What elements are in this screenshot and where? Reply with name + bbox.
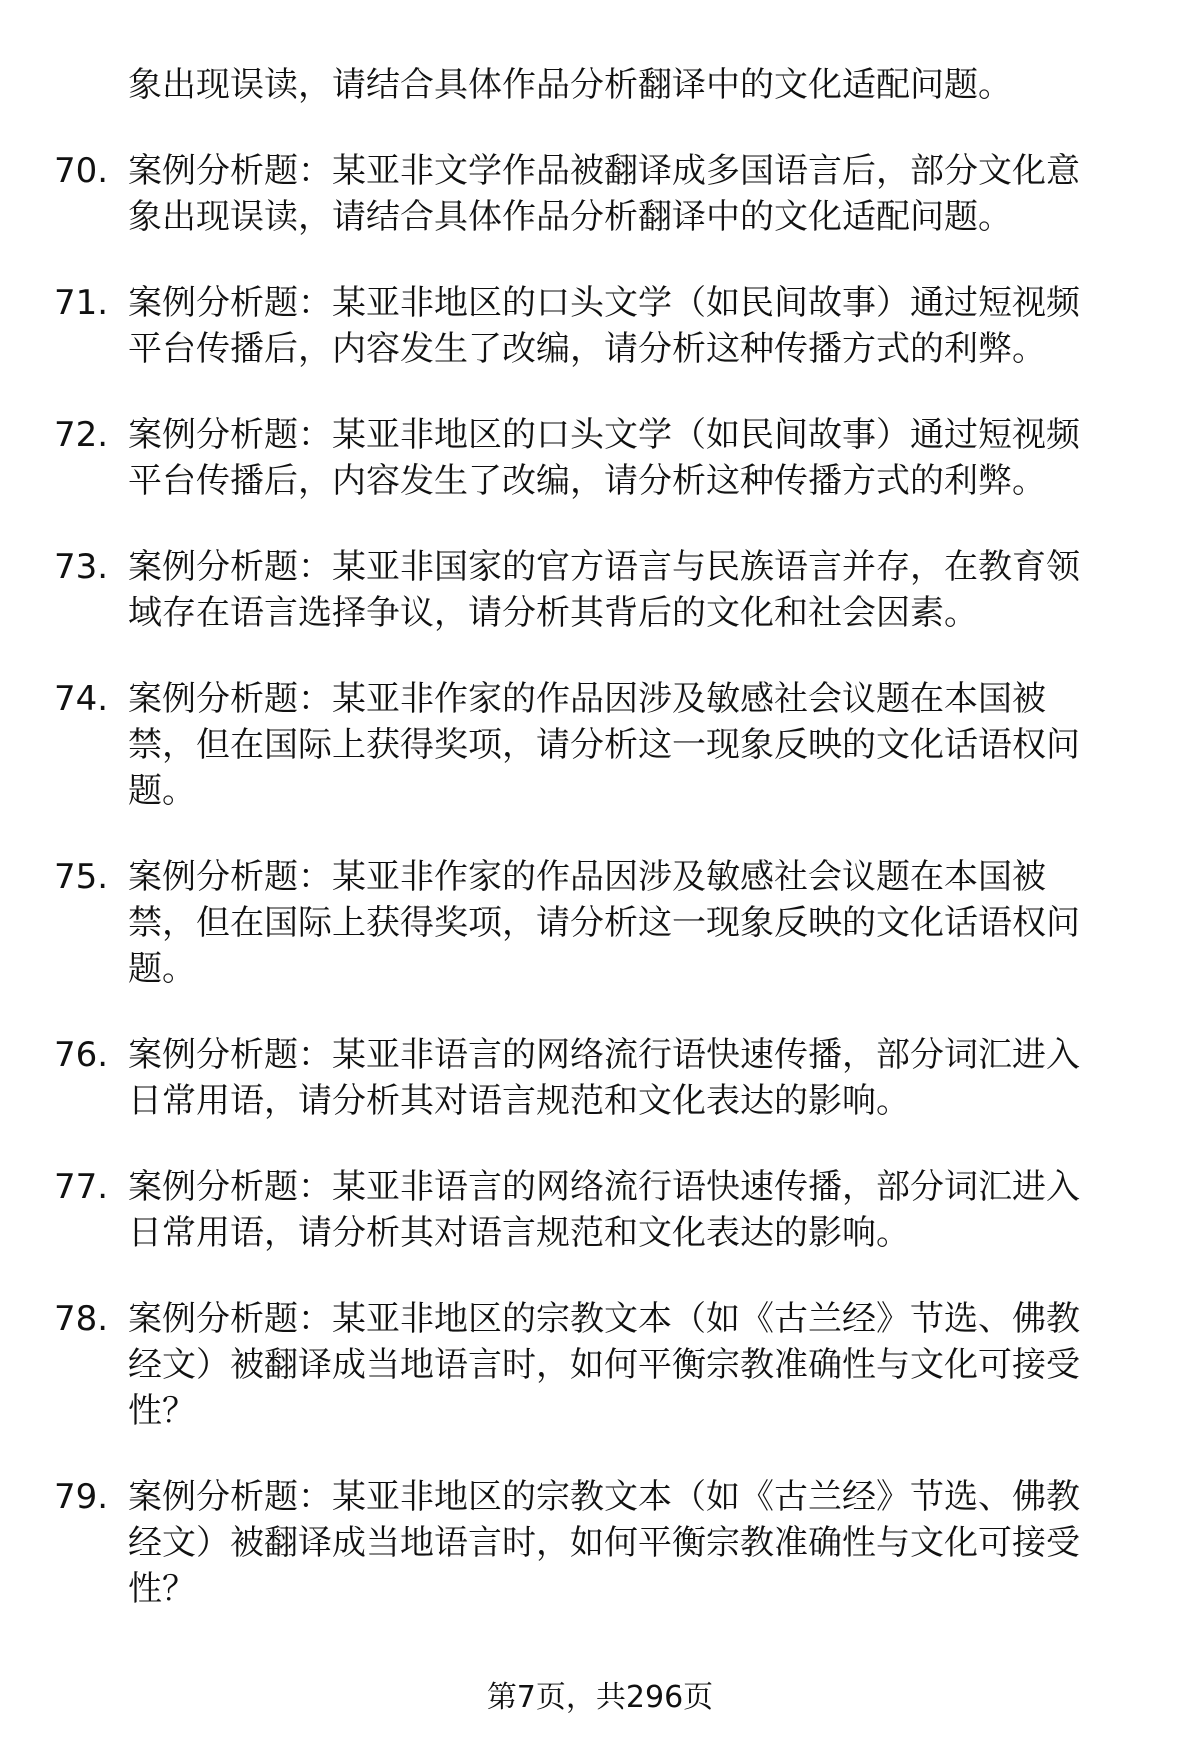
question-text [128, 148, 1138, 240]
text-line: 题。 [128, 771, 196, 811]
question-item-76 [0, 1032, 1200, 1124]
text-line: 日常用语，请分析其对语言规范和文化表达的影响。 [128, 1213, 910, 1253]
question-number: 74. [54, 679, 109, 719]
text-line: 案例分析题：某亚非作家的作品因涉及敏感社会议题在本国被 [128, 679, 1046, 719]
text-line: 案例分析题：某亚非地区的宗教文本（如《古兰经》节选、佛教 [128, 1299, 1080, 1339]
text-line: 域存在语言选择争议，请分析其背后的文化和社会因素。 [128, 593, 978, 633]
text-line: 案例分析题：某亚非地区的宗教文本（如《古兰经》节选、佛教 [128, 1477, 1080, 1517]
text-line: 平台传播后，内容发生了改编，请分析这种传播方式的利弊。 [128, 329, 1046, 369]
question-number: 71. [54, 283, 109, 323]
question-item-70 [0, 148, 1200, 240]
question-text [128, 1296, 1138, 1434]
question-number: 73. [54, 547, 109, 587]
continuation-text [128, 62, 1138, 108]
question-number: 78. [54, 1299, 109, 1339]
text-line: 案例分析题：某亚非语言的网络流行语快速传播，部分词汇进入 [128, 1035, 1080, 1075]
text-line: 题。 [128, 949, 196, 989]
question-number: 79. [54, 1477, 109, 1517]
text-line: 案例分析题：某亚非地区的口头文学（如民间故事）通过短视频 [128, 283, 1080, 323]
question-item-73 [0, 544, 1200, 636]
text-line: 性？ [128, 1569, 196, 1609]
text-line: 案例分析题：某亚非文学作品被翻译成多国语言后，部分文化意 [128, 151, 1080, 191]
page-footer [0, 1678, 1200, 1718]
text-line: 象出现误读，请结合具体作品分析翻译中的文化适配问题。 [128, 197, 1012, 237]
question-item-79 [0, 1474, 1200, 1612]
question-text [128, 412, 1138, 504]
text-line: 禁，但在国际上获得奖项，请分析这一现象反映的文化话语权问 [128, 903, 1080, 943]
question-list [0, 148, 1200, 1652]
text-line: 案例分析题：某亚非作家的作品因涉及敏感社会议题在本国被 [128, 857, 1046, 897]
text-line: 日常用语，请分析其对语言规范和文化表达的影响。 [128, 1081, 910, 1121]
question-text [128, 280, 1138, 372]
text-line: 性？ [128, 1391, 196, 1431]
question-item-72 [0, 412, 1200, 504]
question-number: 76. [54, 1035, 109, 1075]
text-line: 案例分析题：某亚非地区的口头文学（如民间故事）通过短视频 [128, 415, 1080, 455]
question-number: 70. [54, 151, 109, 191]
question-text [128, 854, 1138, 992]
question-item-77 [0, 1164, 1200, 1256]
text-line: 禁，但在国际上获得奖项，请分析这一现象反映的文化话语权问 [128, 725, 1080, 765]
text-line: 案例分析题：某亚非国家的官方语言与民族语言并存，在教育领 [128, 547, 1080, 587]
question-text [128, 1474, 1138, 1612]
text-line: 案例分析题：某亚非语言的网络流行语快速传播，部分词汇进入 [128, 1167, 1080, 1207]
text-line: 经文）被翻译成当地语言时，如何平衡宗教准确性与文化可接受 [128, 1523, 1080, 1563]
question-number: 72. [54, 415, 109, 455]
text-line: 经文）被翻译成当地语言时，如何平衡宗教准确性与文化可接受 [128, 1345, 1080, 1385]
text-line: 平台传播后，内容发生了改编，请分析这种传播方式的利弊。 [128, 461, 1046, 501]
question-item-75 [0, 854, 1200, 992]
question-item-78 [0, 1296, 1200, 1434]
question-text [128, 1164, 1138, 1256]
question-text [128, 676, 1138, 814]
question-text [128, 544, 1138, 636]
question-number: 77. [54, 1167, 109, 1207]
page-number-label: 第7页，共296页 [486, 1680, 714, 1715]
question-text [128, 1032, 1138, 1124]
question-item-74 [0, 676, 1200, 814]
text-line: 象出现误读，请结合具体作品分析翻译中的文化适配问题。 [128, 65, 1012, 105]
question-item-71 [0, 280, 1200, 372]
question-number: 75. [54, 857, 109, 897]
